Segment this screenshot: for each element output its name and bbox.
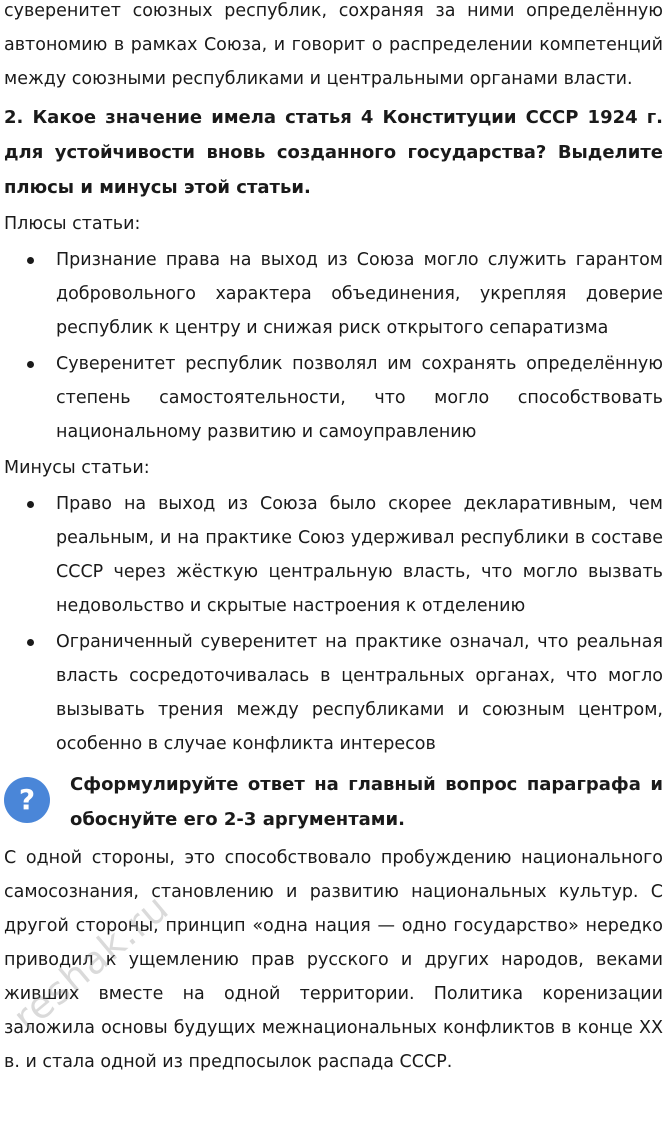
pros-list — [0, 243, 667, 449]
cons-list-item — [0, 487, 667, 623]
bullet-icon — [27, 501, 34, 508]
cons-list-item — [0, 625, 667, 761]
watermark: reshak.ru — [4, 885, 178, 1040]
pros-item-text: Суверенитет республик позволял им сохранять определённую степень самостоятельности, что могло способствовать национальному развитию и самоуправлению — [56, 354, 663, 442]
main-question-block — [0, 767, 667, 837]
bullet-icon — [27, 257, 34, 264]
cons-list — [0, 487, 667, 761]
main-question-heading: Сформулируйте ответ на главный вопрос параграфа и обоснуйте его 2-3 аргументами. — [70, 774, 663, 830]
cons-item-text: Право на выход из Союза было скорее декларативным, чем реальным, и на практике Союз удерживал республики в составе СССР через жёсткую центральную власть, что могло вызвать недовольство и скрытые настроения к отделению — [56, 494, 663, 616]
pros-list-item — [0, 347, 667, 449]
question-2-heading: 2. Какое значение имела статья 4 Конституции СССР 1924 г. для устойчивости вновь созданного государства? Выделите плюсы и минусы этой статьи. — [4, 107, 663, 198]
main-question-answer: С одной стороны, это способствовало пробуждению национального самосознания, становлению и развитию национальных культур. С другой стороны, принцип «одна нация — одно государство» нередко приводил к ущемлению прав русского и других народов, веками живших вместе на одной территории. Политика коренизации заложила основы будущих межнациональных конфликтов в конце XX в. и стала одной из предпосылок распада СССР. — [4, 848, 663, 1072]
cons-item-text: Ограниченный суверенитет на практике означал, что реальная власть сосредоточивалась в центральных органах, что могло вызывать трения между республиками и союзным центром, особенно в случае конфликта интересов — [56, 632, 663, 754]
intro-paragraph: суверенитет союзных республик, сохраняя за ними определённую автономию в рамках Союза, и говорит о распределении компетенций между союзными республиками и центральными органами власти. — [4, 1, 663, 89]
question-mark-icon: ? — [4, 777, 50, 823]
pros-label: Плюсы статьи: — [4, 214, 141, 234]
cons-label: Минусы статьи: — [4, 458, 150, 478]
pros-list-item — [0, 243, 667, 345]
pros-item-text: Признание права на выход из Союза могло служить гарантом добровольного характера объединения, укрепляя доверие республик к центру и снижая риск открытого сепаратизма — [56, 250, 663, 338]
bullet-icon — [27, 361, 34, 368]
bullet-icon — [27, 639, 34, 646]
